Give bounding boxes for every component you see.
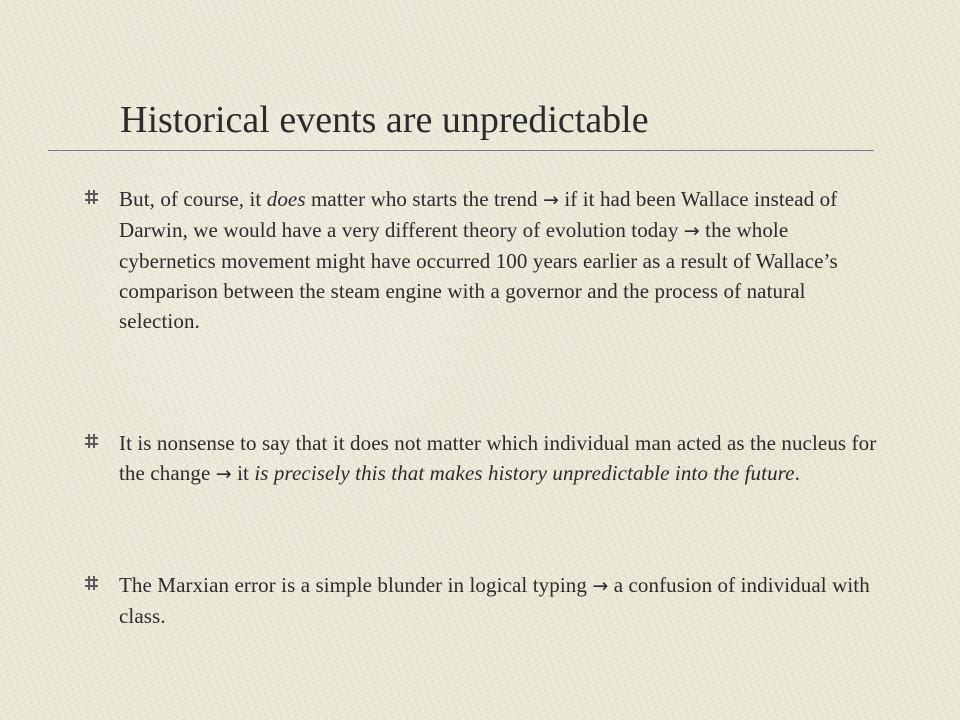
- hash-bullet-icon: [85, 434, 98, 448]
- text-run: It is nonsense to say that it does not matter which individual man acted as the nucleus for the change: [119, 431, 877, 485]
- text-run: The Marxian error is a simple blunder in logical typing: [119, 573, 593, 597]
- right-arrow-icon: →: [542, 189, 559, 211]
- text-run: matter who starts the trend: [305, 187, 543, 211]
- text-run: if it had been Wallace instead of Darwin, we would have a very different theory of evolution today: [119, 187, 838, 242]
- hash-bullet-icon: [85, 190, 98, 204]
- text-run: .: [794, 461, 800, 485]
- right-arrow-icon: →: [592, 575, 609, 597]
- title-underline: [48, 150, 874, 151]
- text-run: the whole cybernetics movement might have occurred 100 years earlier as a result of Wallace’s comparison between the steam engine with a governor and the process of natural selection.: [119, 218, 838, 333]
- text-run: a confusion of individual with class.: [119, 573, 870, 628]
- slide-title: Historical events are unpredictable: [120, 99, 649, 141]
- hash-bullet-icon: [85, 576, 98, 590]
- text-run: it: [231, 461, 255, 485]
- emphasis-text: does: [266, 187, 306, 211]
- bullet-text: [119, 184, 879, 336]
- right-arrow-icon: →: [683, 220, 700, 242]
- text-run: But, of course, it: [119, 187, 267, 211]
- right-arrow-icon: →: [215, 463, 232, 485]
- emphasis-text: is precisely this that makes history unpredictable into the future: [254, 461, 795, 485]
- bullet-text: [119, 428, 879, 489]
- bullet-text: [119, 570, 879, 631]
